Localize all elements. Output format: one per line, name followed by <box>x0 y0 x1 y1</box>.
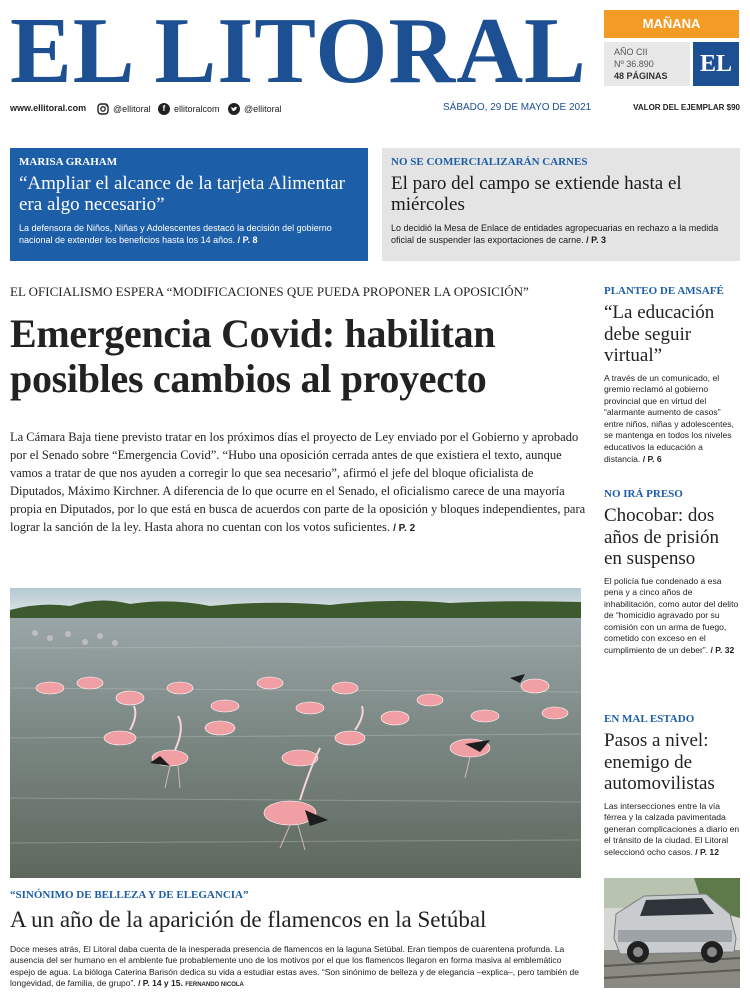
edition-year: AÑO CII <box>614 47 648 57</box>
instagram-handle[interactable] <box>97 101 151 117</box>
sidebar-story-page-ref: / P. 12 <box>695 846 719 857</box>
teaser-right-title: El paro del campo se extiende hasta el miércoles <box>391 173 682 215</box>
edition-meta <box>604 42 690 86</box>
info-bar <box>10 100 740 116</box>
main-story-kicker: EL OFICIALISMO ESPERA “MODIFICACIONES QUE PUEDA PROPONER LA OPOSICIÓN” <box>10 284 529 299</box>
main-story-body <box>10 428 588 538</box>
edition-number: Nº 36.890 <box>614 59 654 69</box>
truck-photo <box>604 878 740 988</box>
facebook-icon: f <box>158 103 170 115</box>
sidebar-story-body <box>604 801 740 859</box>
teaser-right[interactable] <box>382 148 740 261</box>
teaser-right-page-ref: / P. 3 <box>586 235 606 245</box>
sidebar-story-page-ref: / P. 6 <box>642 453 662 464</box>
flamingos-photo-illustration <box>10 588 581 878</box>
twitter-handle[interactable] <box>228 101 282 117</box>
instagram-icon <box>97 103 109 115</box>
sidebar-story-kicker: PLANTEO DE AMSAFÉ <box>604 285 724 297</box>
website-link[interactable]: www.ellitoral.com <box>10 103 87 113</box>
twitter-label: @ellitoral <box>244 104 282 114</box>
truck-photo-illustration <box>604 878 740 988</box>
sidebar-story-headline: “La educación debe seguir virtual” <box>604 302 715 366</box>
facebook-label: ellitoralcom <box>174 104 220 114</box>
edition-box <box>604 10 739 86</box>
sidebar-story-amsafe[interactable] <box>604 285 740 465</box>
sidebar-story-kicker: NO IRÁ PRESO <box>604 488 683 500</box>
issue-date: SÁBADO, 29 DE MAYO DE 2021 <box>443 102 592 113</box>
teaser-left-text: La defensora de Niños, Niñas y Adolescentes destacó la decisión del gobierno nacional de extender los beneficios hasta los 14 años. <box>19 223 332 245</box>
edition-pages: 48 PÁGINAS <box>614 71 668 81</box>
sidebar-story-headline: Pasos a nivel: enemigo de automovilistas <box>604 730 715 794</box>
teaser-left[interactable] <box>10 148 368 261</box>
sidebar-story-chocobar[interactable] <box>604 488 740 657</box>
sidebar-story-body <box>604 576 740 657</box>
photo-story-headline[interactable]: A un año de la aparición de flamencos en la Setúbal <box>10 907 487 932</box>
photo-story-page-ref: / P. 14 y 15. <box>138 978 183 989</box>
main-story-headline[interactable]: Emergencia Covid: habilitan posibles cambios al proyecto <box>10 311 496 401</box>
twitter-icon <box>228 103 240 115</box>
sidebar-story-pasos-a-nivel[interactable] <box>604 713 740 858</box>
teaser-right-body <box>391 222 731 246</box>
sidebar-story-headline: Chocobar: dos años de prisión en suspenso <box>604 505 720 569</box>
teaser-left-body <box>19 222 359 246</box>
issue-price: VALOR DEL EJEMPLAR $90 <box>633 103 740 112</box>
newspaper-masthead: EL LITORAL <box>10 0 587 103</box>
teaser-left-page-ref: / P. 8 <box>237 235 258 245</box>
photo-story-kicker: “SINÓNIMO DE BELLEZA Y DE ELEGANCIA” <box>10 889 249 901</box>
sidebar-story-text: El policía fue condenado a esa pena y a cinco años de inhabilitación, como autor del delito de “homicidio agravado por su comisión con un arma de fuego, cometido con exceso en el cumplimiento de un deber”. <box>604 575 739 656</box>
main-story-page-ref: / P. 2 <box>393 523 416 534</box>
sidebar-story-text: Las intersecciones entre la vía férrea y la calzada pavimentada generan complicaciones a diario en el tránsito de la ciudad. El Litoral seleccionó ocho casos. <box>604 800 740 857</box>
flamingos-photo <box>10 588 581 878</box>
edition-label: MAÑANA <box>604 10 739 38</box>
teaser-left-title: “Ampliar el alcance de la tarjeta Alimentar era algo necesario” <box>19 173 345 215</box>
el-logo-badge: EL <box>693 42 739 86</box>
teaser-left-kicker: MARISA GRAHAM <box>19 156 118 168</box>
main-story-text: La Cámara Baja tiene previsto tratar en los próximos días el proyecto de Ley enviado por el Gobierno y aprobado por el Senado sobre “Emergencia Covid”. “Hubo una oposición cerrada antes de que existiera el texto, aunque vamos a tratar de que nos ayuden a corregir lo que sea necesario”, afirmó el jefe del bloque oficialista de Diputados, Máximo Kirchner. A diferencia de lo que ocurre en el Senado, el oficialismo carece de una mayoría propia en Diputados, por lo que está en busca de acuerdos con parte de la oposición y bloques independientes, para lograr la sanción de la ley. Hasta ahora no cuentan con los votos suficientes. <box>10 430 586 534</box>
teaser-right-kicker: NO SE COMERCIALIZARÁN CARNES <box>391 156 588 168</box>
photo-story-text: Doce meses atrás, El Litoral daba cuenta de la inesperada presencia de flamencos en la laguna Setúbal. Eran tiempos de cuarentena profunda. La ausencia del ser humano en el ambiente fue probablemente uno de los motivos por el que los flamencos llegaron en forma masiva al emblemático espejo de agua. La bióloga Caterina Barisón dedica su vida a estudiar estas aves. “Son sinónimo de belleza y de elegancia –explica–, pero también de longevidad, de familia, de grupo”. <box>10 944 579 989</box>
instagram-label: @ellitoral <box>113 104 151 114</box>
photo-story-body <box>10 944 585 992</box>
sidebar-story-page-ref: / P. 32 <box>710 645 735 656</box>
sidebar-story-text: A través de un comunicado, el gremio reclamó al gobierno provincial que en virtud del “alarmante aumento de casos” entre niños, niñas y adolescentes, se mantenga en todos los niveles educativos la educación a distancia. <box>604 372 734 464</box>
sidebar-story-body <box>604 373 740 466</box>
facebook-handle[interactable] <box>158 101 220 117</box>
photo-credit: FERNANDO NICOLA <box>185 982 244 989</box>
teaser-right-text: Lo decidió la Mesa de Enlace de entidades agropecuarias en rechazo a la medida oficial de suspender las exportaciones de carne. <box>391 223 719 245</box>
sidebar-story-kicker: EN MAL ESTADO <box>604 713 695 725</box>
